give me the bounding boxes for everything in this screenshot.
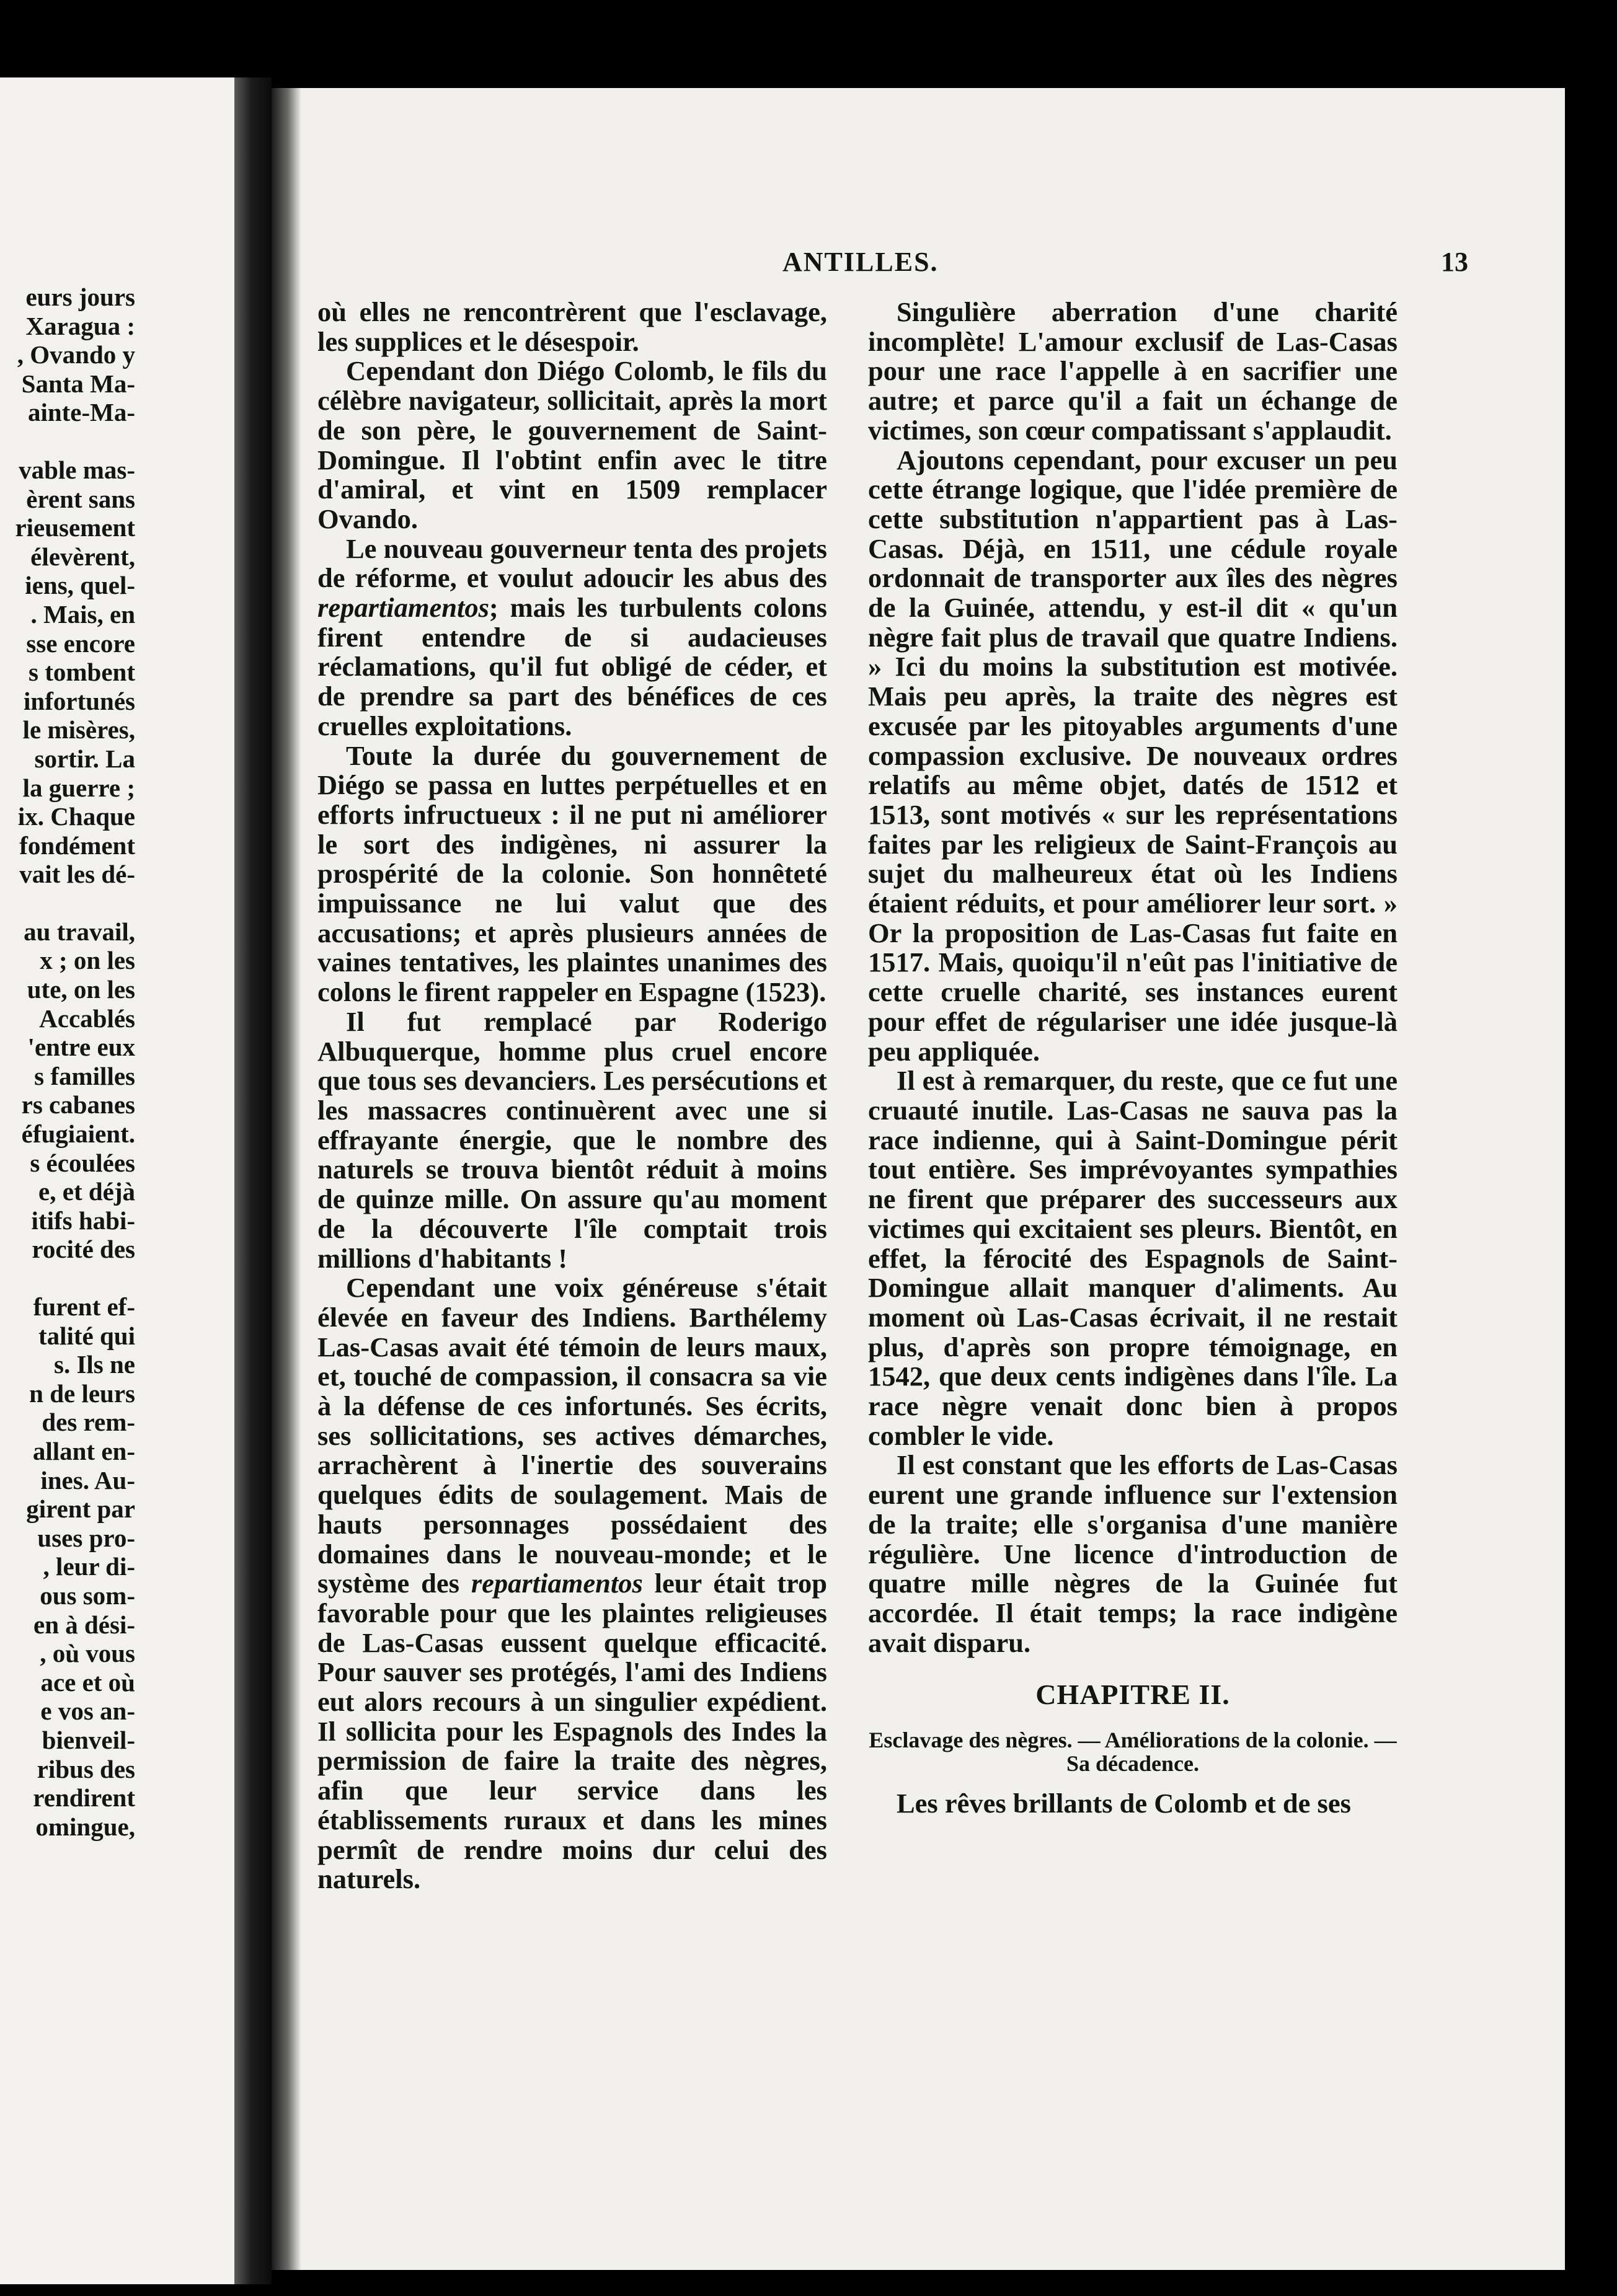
- left-page-line: Accablés: [39, 1004, 135, 1033]
- left-page-line: rocité des: [32, 1235, 135, 1264]
- left-page-line: infortunés: [24, 686, 135, 715]
- paragraph: Il est à remarquer, du reste, que ce fut une cruauté inutile. Las-Casas ne sauva pas la race indienne, qui à Saint-Domingue périt tout entière. Ses imprévoyantes sympathies ne firent que préparer des successeurs aux victimes qui excitaient ses pleurs. Bientôt, en effet, la férocité des Espagnols de Saint-Domingue allait manquer d'aliments. Au moment où Las-Casas écrivait, il ne restait plus, d'après son propre témoignage, en 1542, que deux cents indigènes dans l'île. La race nègre venait donc bien à propos combler le vide.: [868, 1065, 1398, 1451]
- page-number: 13: [1441, 247, 1468, 277]
- left-page-line: rendirent: [33, 1783, 135, 1813]
- text-column-right: [868, 298, 1398, 1819]
- left-page-line: rieusement: [15, 513, 135, 542]
- left-page-line: ous som-: [40, 1581, 135, 1610]
- left-page-line: [15, 1264, 135, 1292]
- paragraph: Le nouveau gouverneur tenta des projets de réforme, et voulut adoucir les abus des repartiamentos; mais les turbulents colons firent entendre de si audacieuses réclamations, qu'il fut obligé de céder, et de prendre sa part des bénéfices de ces cruelles exploitations.: [317, 532, 827, 741]
- spine-shadow: [272, 88, 301, 2270]
- left-page-line: s familles: [34, 1061, 135, 1090]
- left-page-line: élevèrent,: [30, 542, 135, 571]
- paragraph: Il fut remplacé par Roderigo Albuquerque, homme plus cruel encore que tous ses devanciers. Les persécutions et les massacres continuèrent avec une si effrayante énergie, que le nombre des naturels se trouva bientôt réduit à moins de quinze mille. On assure qu'au moment de la découverte l'île comptait trois millions d'habitants !: [317, 1005, 827, 1274]
- left-page-line: girent par: [26, 1495, 135, 1524]
- left-page-line: x ; on les: [40, 946, 135, 975]
- left-page-line: Xaragua :: [25, 311, 135, 340]
- left-page-line: le misères,: [22, 715, 135, 744]
- running-head-title: ANTILLES.: [782, 247, 939, 277]
- left-page-line: omingue,: [35, 1812, 135, 1841]
- left-page-line: éfugiaient.: [21, 1119, 135, 1149]
- chapter-opening-line: Les rêves brillants de Colomb et de ses: [897, 1788, 1351, 1819]
- paragraph: Toute la durée du gouvernement de Diégo se passa en luttes perpétuelles et en efforts infructueux : il ne put ni améliorer le sort des indigènes, ni assurer la prospérité de la colonie. Son honnêteté impuissance ne lui valut que des accusations; et après plusieurs années de vaines tentatives, les plaintes unanimes des colons le firent rappeler en Espagne (1523).: [317, 740, 827, 1008]
- left-page-line: ainte-Ma-: [27, 398, 135, 427]
- left-page-line: ribus des: [37, 1754, 135, 1783]
- left-page-line: ines. Au-: [40, 1465, 135, 1495]
- right-page: [272, 88, 1565, 2270]
- left-page-line: , où vous: [40, 1639, 135, 1668]
- left-page-line: èrent sans: [26, 484, 135, 513]
- left-page-line: en à dési-: [33, 1610, 135, 1639]
- left-page-line: s écoulées: [30, 1148, 135, 1177]
- left-page-line: furent ef-: [33, 1292, 135, 1321]
- left-page-line: iens, quel-: [25, 571, 135, 600]
- left-page-line: bienveil-: [42, 1725, 135, 1754]
- left-page-line: . Mais, en: [30, 599, 135, 629]
- paragraph: Cependant une voix généreuse s'était élevée en faveur des Indiens. Barthélemy Las-Casas avait été témoin de leurs maux, et, touché de compassion, il consacra sa vie à la défense de ces infortunés. Ses écrits, ses sollicitations, ses actives démarches, arrachèrent à l'inertie des souverains quelques édits de soulagement. Mais de hauts personnages possédaient des domaines dans le nouveau-monde; et le système des repartiamentos leur était trop favorable pour que les plaintes religieuses de Las-Casas eussent quelque efficacité. Pour sauver ses protégés, l'ami des Indiens eut alors recours à un singulier expédient. Il sollicita pour les Espagnols des Indes la permission de faire la traite des nègres, afin que leur service dans les établissements ruraux et dans les mines permît de rendre moins dur celui des naturels.: [317, 1272, 828, 1895]
- chapter-title: CHAPITRE II.: [1035, 1679, 1230, 1711]
- left-page-line: allant en-: [32, 1436, 135, 1465]
- left-page-line: s. Ils ne: [53, 1350, 135, 1379]
- left-page-line: au travail,: [24, 917, 135, 946]
- left-page-fragment: [0, 77, 234, 2284]
- left-page-line: sse encore: [26, 629, 135, 658]
- left-page-line: ix. Chaque: [17, 802, 135, 831]
- paragraph: où elles ne rencontrèrent que l'esclavage, les supplices et le désespoir.: [317, 296, 827, 357]
- left-page-line: , leur di-: [43, 1552, 135, 1581]
- paragraph: Cependant don Diégo Colomb, le fils du célèbre navigateur, sollicitait, après la mort de son père, le gouvernement de Saint-Domingue. Il l'obtint enfin avec le titre d'amiral, et vint en 1509 remplacer Ovando.: [317, 355, 827, 534]
- paragraph: Ajoutons cependant, pour excuser un peu cette étrange logique, que l'idée première de cette substitution n'appartient pas à Las-Casas. Déjà, en 1511, une cédule royale ordonnait de transporter aux îles des nègres de la Guinée, attendu, y est-il dit « qu'un nègre fait plus de travail que quatre Indiens. » Ici du moins la substitution est motivée. Mais peu après, la traite des nègres est excusée par les pitoyables arguments d'une compassion exclusive. De nouveaux ordres relatifs au même objet, datés de 1512 et 1513, sont motivés « sur les représentations faites par les religieux de Saint-François au sujet du malheureux état où les Indiens étaient réduits, et pour améliorer leur sort. » Or la proposition de Las-Casas fut faite en 1517. Mais, quoiqu'il n'eût pas l'initiative de cette cruelle charité, ses instances eurent pour effet de régulariser une idée jusque-là peu appliquée.: [868, 444, 1398, 1067]
- left-page-line: des rem-: [42, 1408, 135, 1437]
- left-page-line: e, et déjà: [38, 1177, 135, 1206]
- paragraph: Il est constant que les efforts de Las-Casas eurent une grande influence sur l'extension de la traite; elle s'organisa d'une manière régulière. Une licence d'introduction de quatre mille nègres de la Guinée fut accordée. Il était temps; la race indigène avait disparu.: [868, 1449, 1398, 1658]
- chapter-summary: Esclavage des nègres. — Améliorations de la colonie. — Sa décadence.: [869, 1728, 1397, 1777]
- left-page-line: s tombent: [29, 658, 135, 687]
- left-page-line: n de leurs: [29, 1379, 135, 1408]
- book-gutter: [234, 77, 272, 2284]
- left-page-line: vable mas-: [19, 455, 135, 484]
- left-page-line: vait les dé-: [19, 860, 135, 889]
- left-page-line: e vos an-: [40, 1697, 135, 1726]
- left-page-text: [15, 283, 135, 1841]
- paragraph: Singulière aberration d'une charité incomplète! L'amour exclusif de Las-Casas pour une race l'appelle à en sacrifier une autre; et parce qu'il a fait un échange de victimes, son cœur compatissant s'applaudit.: [868, 296, 1398, 446]
- left-page-line: sortir. La: [34, 744, 135, 773]
- left-page-line: eurs jours: [25, 283, 135, 311]
- text-column-left: [317, 298, 827, 1894]
- left-page-line: rs cabanes: [21, 1090, 135, 1119]
- left-page-line: talité qui: [38, 1321, 135, 1350]
- left-page-line: uses pro-: [37, 1523, 135, 1552]
- left-page-line: , Ovando y: [17, 340, 135, 369]
- left-page-line: [15, 889, 135, 917]
- left-page-line: itifs habi-: [31, 1206, 135, 1235]
- left-page-line: ace et où: [40, 1667, 135, 1697]
- left-page-line: la guerre ;: [22, 773, 135, 802]
- left-page-line: 'entre eux: [27, 1033, 135, 1062]
- left-page-line: ute, on les: [27, 975, 135, 1004]
- left-page-line: fondément: [19, 831, 135, 860]
- left-page-line: [15, 427, 135, 456]
- running-head: [272, 246, 1565, 283]
- left-page-line: Santa Ma-: [21, 369, 135, 398]
